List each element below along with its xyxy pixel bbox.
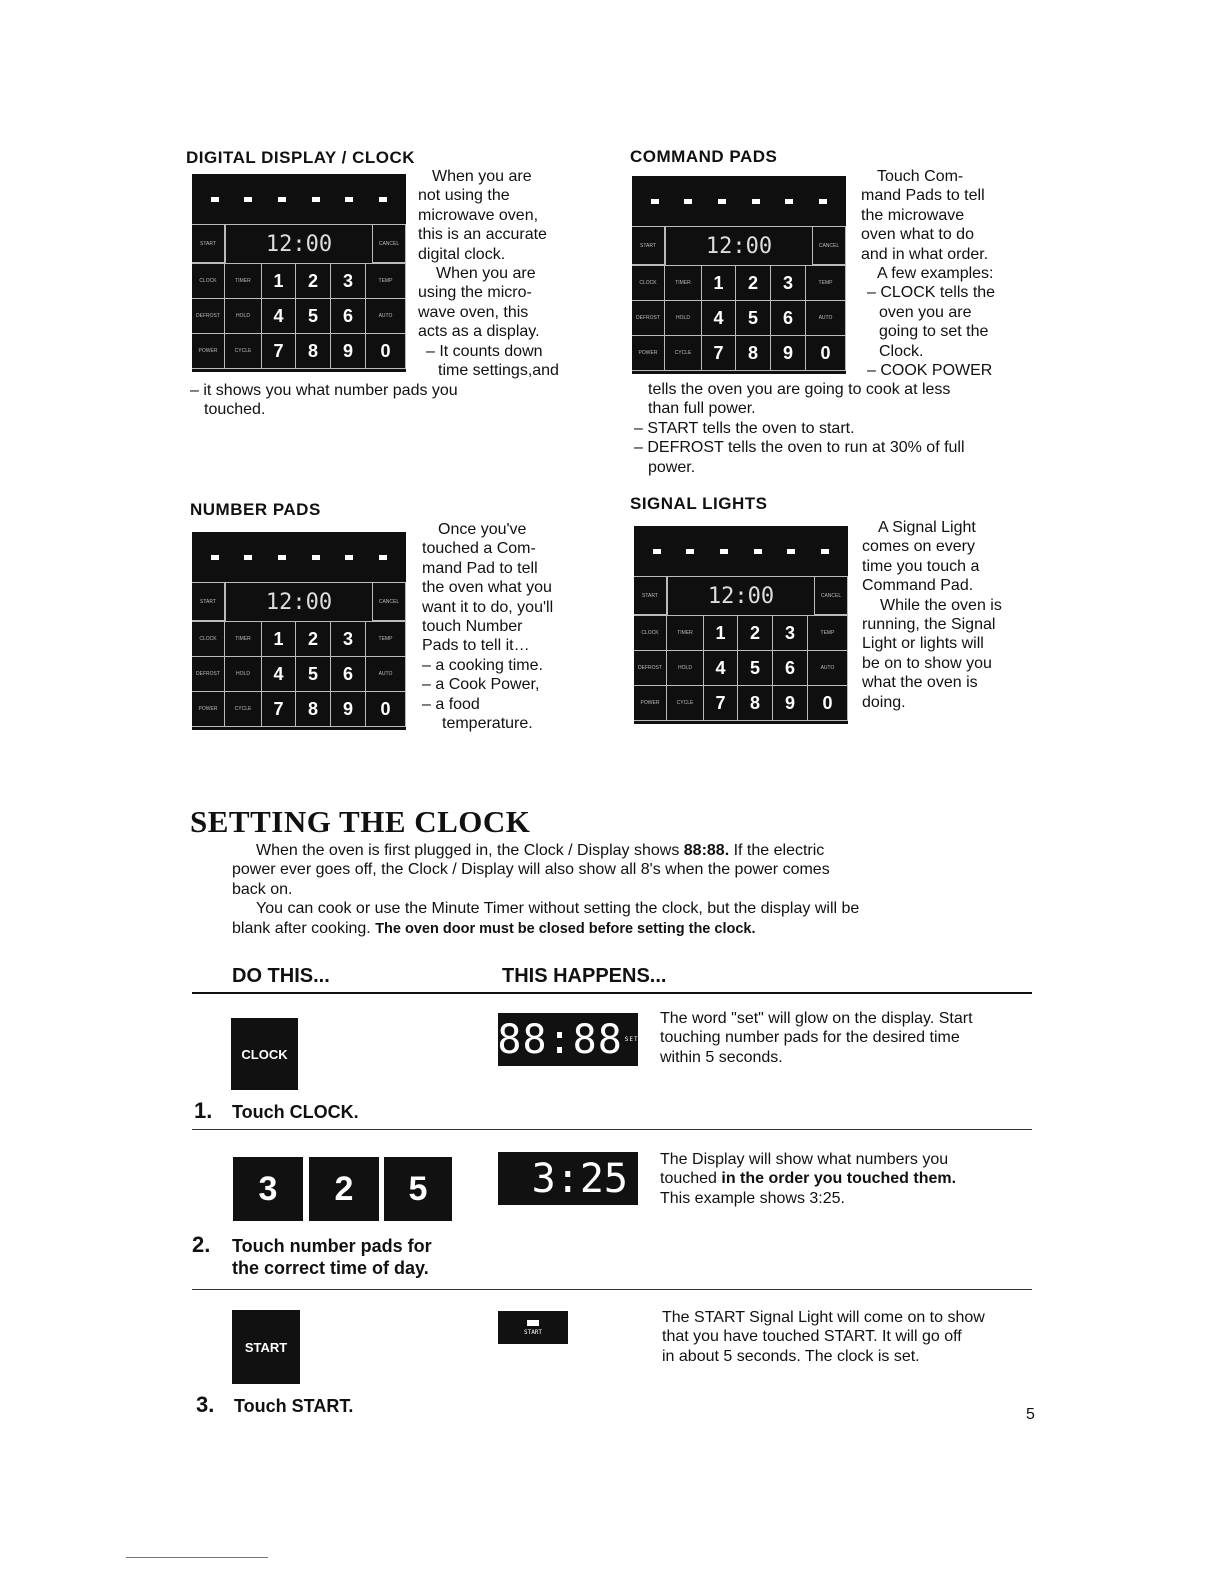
number-pad-2[interactable]: 2 [309, 1157, 379, 1221]
digital-display-heading: DIGITAL DISPLAY / CLOCK [186, 148, 416, 167]
start-signal-light: START [498, 1311, 568, 1344]
do-this-column-heading: DO THIS... [232, 965, 330, 987]
step-instruction: Touch number pads for the correct time of day. [232, 1236, 432, 1278]
step-instruction: Touch START. [234, 1396, 354, 1416]
setting-clock-title: SETTING THE CLOCK [190, 804, 531, 839]
number-pad-3[interactable]: 3 [233, 1157, 303, 1221]
number-pads-heading: NUMBER PADS [190, 500, 321, 519]
control-panel-illustration: START 12:00 CANCEL CLOCK TIMER 1 2 3 TEMP DEFROST HOLD 4 5 6 AUTO POWER CYCLE 7 8 9 0 [634, 526, 848, 724]
step-result-text: The word "set" will glow on the display. Start touching number pads for the desired time within 5 seconds. [660, 1010, 973, 1066]
table-rule [192, 992, 1032, 994]
step-result-text: The START Signal Light will come on to show that you have touched START. It will go off in about 5 seconds. The clock is set. [662, 1309, 985, 1365]
signal-lights-side-text: A Signal Light comes on every time you touch a Command Pad. While the oven is running, the Signal Light or lights will be on to show you what the oven is doing. [862, 519, 1002, 711]
start-pad[interactable]: START [232, 1310, 300, 1384]
command-pads-bottom-text: tells the oven you are going to cook at less than full power. – START tells the oven to start. – DEFROST tells the oven to run at 30% of full power. [634, 381, 965, 476]
step-number: 3. [196, 1392, 215, 1417]
step-number: 2. [192, 1232, 211, 1257]
signal-lights-row [192, 174, 406, 225]
digital-display-side-text: When you are not using the microwave oven, this is an accurate digital clock. When you are using the micro- wave oven, this acts as a display. – It counts down time settings,and [418, 168, 559, 380]
step-divider [192, 1289, 1032, 1290]
number-pads-side-text: Once you've touched a Com- mand Pad to tell the oven what you want it to do, you'll touch Number Pads to tell it… – a cooking time. – a Cook Power, – a food temperature. [422, 521, 554, 733]
clock-pad[interactable]: CLOCK [231, 1018, 298, 1090]
step-number: 1. [194, 1098, 213, 1123]
page-number: 5 [1026, 1406, 1035, 1423]
number-pad-5[interactable]: 5 [384, 1157, 452, 1221]
display-8888: 88:88 SET [498, 1013, 638, 1066]
command-pads-side-text: Touch Com- mand Pads to tell the microwave oven what to do and in what order. A few examples: – CLOCK tells the oven you are going to set the Clock. – COOK POWER [861, 168, 996, 380]
signal-light-icon [527, 1320, 539, 1326]
step-result-text: The Display will show what numbers you touched in the order you touched them. This example shows 3:25. [660, 1151, 957, 1207]
control-panel-illustration: START 12:00 CANCEL CLOCK TIMER 1 2 3 TEMP DEFROST HOLD 4 5 6 AUTO POWER CYCLE 7 8 9 0 [192, 174, 406, 372]
step-divider [192, 1129, 1032, 1130]
clock-display: 12:00 [225, 225, 373, 263]
footnote-rule [126, 1557, 268, 1558]
command-pads-heading: COMMAND PADS [630, 147, 778, 166]
signal-lights-heading: SIGNAL LIGHTS [630, 494, 768, 513]
digital-display-bottom-text: – it shows you what number pads you touched. [190, 382, 458, 419]
control-panel-illustration: START 12:00 CANCEL CLOCK TIMER 1 2 3 TEMP DEFROST HOLD 4 5 6 AUTO POWER CYCLE 7 8 9 0 [192, 532, 406, 730]
setting-clock-intro: When the oven is first plugged in, the Clock / Display shows 88:88. If the electric power ever goes off, the Clock / Display will also show all 8's when the power comes back on. You can cook or use the Minute Timer without setting the clock, but the display will be blank after cooking. The oven door must be closed before setting the clock. [232, 842, 860, 937]
this-happens-column-heading: THIS HAPPENS... [502, 965, 667, 987]
control-panel-illustration: START 12:00 CANCEL CLOCK TIMER 1 2 3 TEMP DEFROST HOLD 4 5 6 AUTO POWER CYCLE 7 8 9 0 [632, 176, 846, 374]
step-instruction: Touch CLOCK. [232, 1102, 359, 1122]
display-325: 3:25 [498, 1152, 638, 1205]
